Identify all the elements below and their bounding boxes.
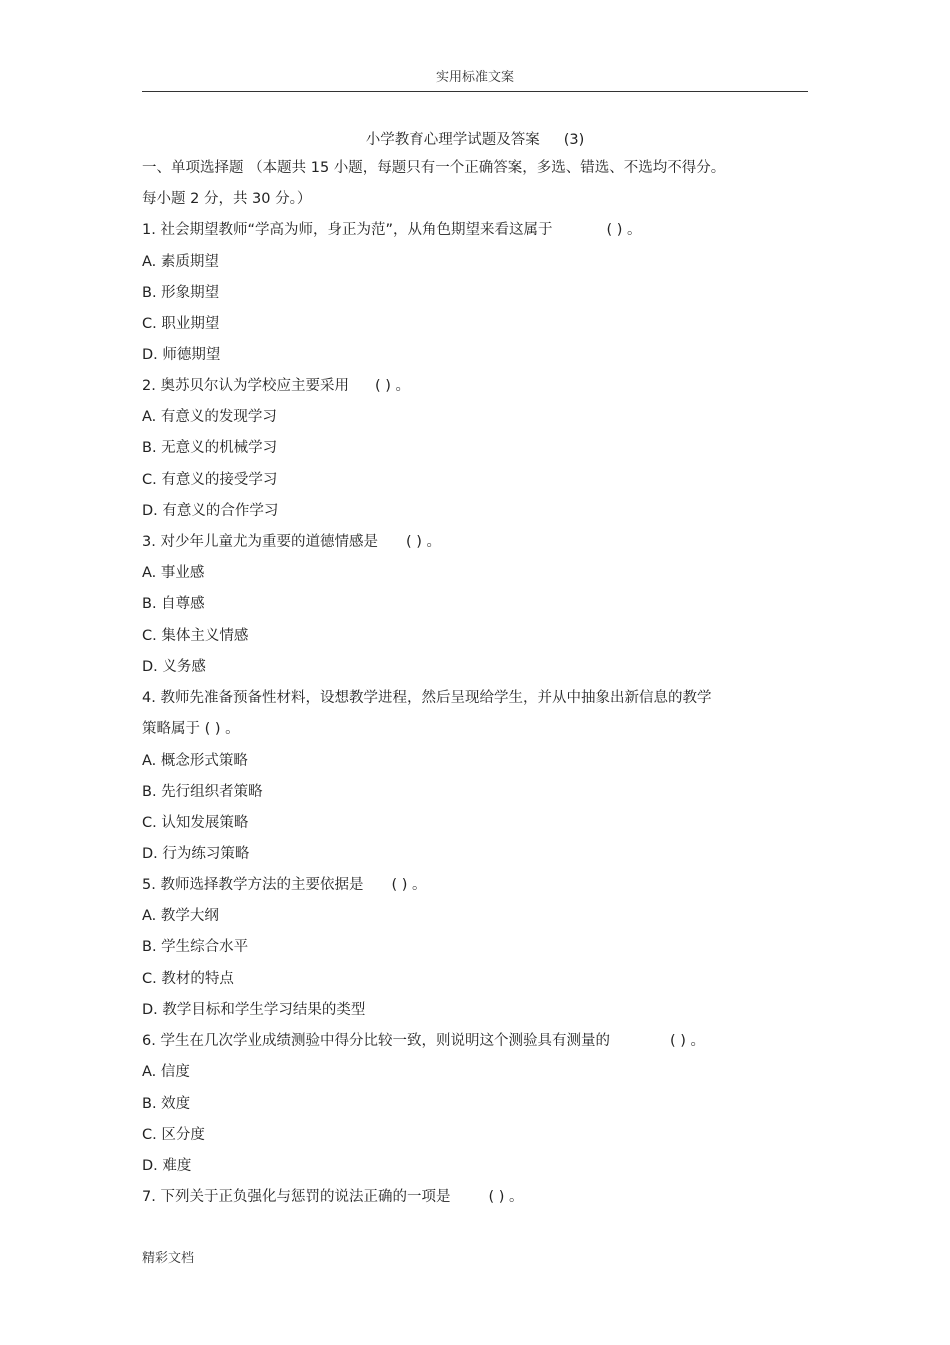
question-2-blank: ( ) 。 [374, 378, 410, 394]
question-4-option-c: C. 认知发展策略 [142, 815, 249, 831]
question-2-option-d: D. 有意义的合作学习 [142, 503, 279, 519]
question-2-option-b: B. 无意义的机械学习 [142, 440, 278, 456]
question-2-option-c: C. 有意义的接受学习 [142, 472, 278, 488]
question-1-text: 1. 社会期望教师“学高为师，身正为范”，从角色期望来看这属于 [142, 222, 553, 238]
question-3-blank: ( ) 。 [405, 534, 441, 550]
question-4-stem: 4. 教师先准备预备性材料，设想教学进程，然后呈现给学生，并从中抽象出新信息的教学 [142, 690, 712, 706]
page-header: 实用标准文案 [435, 70, 514, 85]
question-5-option-d: D. 教学目标和学生学习结果的类型 [142, 1002, 366, 1018]
header-divider [142, 91, 808, 92]
question-5-option-b: B. 学生综合水平 [142, 939, 249, 955]
question-3-option-c: C. 集体主义情感 [142, 628, 249, 644]
question-3-stem [142, 532, 441, 552]
question-5-option-c: C. 教材的特点 [142, 971, 234, 987]
question-4-option-d: D. 行为练习策略 [142, 846, 250, 862]
question-2-text: 2. 奥苏贝尔认为学校应主要采用 [142, 378, 349, 394]
question-2-stem [142, 376, 410, 396]
question-1-option-b: B. 形象期望 [142, 285, 220, 301]
question-1-option-c: C. 职业期望 [142, 316, 220, 332]
question-4-stem-cont: 策略属于 ( ) 。 [142, 721, 240, 737]
question-5-stem [142, 875, 427, 895]
question-3-option-d: D. 义务感 [142, 659, 206, 675]
page-footer: 精彩文档 [142, 1251, 195, 1266]
question-1-blank: ( ) 。 [606, 222, 642, 238]
question-5-blank: ( ) 。 [391, 877, 427, 893]
question-6-text: 6. 学生在几次学业成绩测验中得分比较一致，则说明这个测验具有测量的 [142, 1033, 610, 1049]
question-6-blank: ( ) 。 [669, 1033, 705, 1049]
title-text: 小学教育心理学试题及答案 [365, 132, 540, 148]
question-7-blank: ( ) 。 [488, 1189, 524, 1205]
question-6-option-c: C. 区分度 [142, 1127, 205, 1143]
document-title [142, 128, 808, 149]
question-6-stem [142, 1031, 705, 1051]
section-heading: 一、单项选择题 （本题共 15 小题，每题只有一个正确答案，多选、错选、不选均不得分。 [142, 160, 726, 176]
question-6-option-b: B. 效度 [142, 1096, 191, 1112]
question-7-text: 7. 下列关于正负强化与惩罚的说法正确的一项是 [142, 1189, 451, 1205]
section-heading-cont: 每小题 2 分，共 30 分。） [142, 191, 312, 207]
title-number: (3) [563, 132, 585, 148]
question-3-text: 3. 对少年儿童尤为重要的道德情感是 [142, 534, 378, 550]
question-6-option-d: D. 难度 [142, 1158, 192, 1174]
question-7-stem [142, 1187, 524, 1207]
question-2-option-a: A. 有意义的发现学习 [142, 409, 277, 425]
question-4-option-a: A. 概念形式策略 [142, 753, 248, 769]
question-4-option-b: B. 先行组织者策略 [142, 784, 263, 800]
question-6-option-a: A. 信度 [142, 1064, 190, 1080]
question-5-text: 5. 教师选择教学方法的主要依据是 [142, 877, 364, 893]
question-5-option-a: A. 教学大纲 [142, 908, 219, 924]
question-1-option-d: D. 师德期望 [142, 347, 221, 363]
question-1-option-a: A. 素质期望 [142, 254, 219, 270]
question-1-stem [142, 220, 642, 240]
question-3-option-a: A. 事业感 [142, 565, 205, 581]
question-3-option-b: B. 自尊感 [142, 596, 205, 612]
